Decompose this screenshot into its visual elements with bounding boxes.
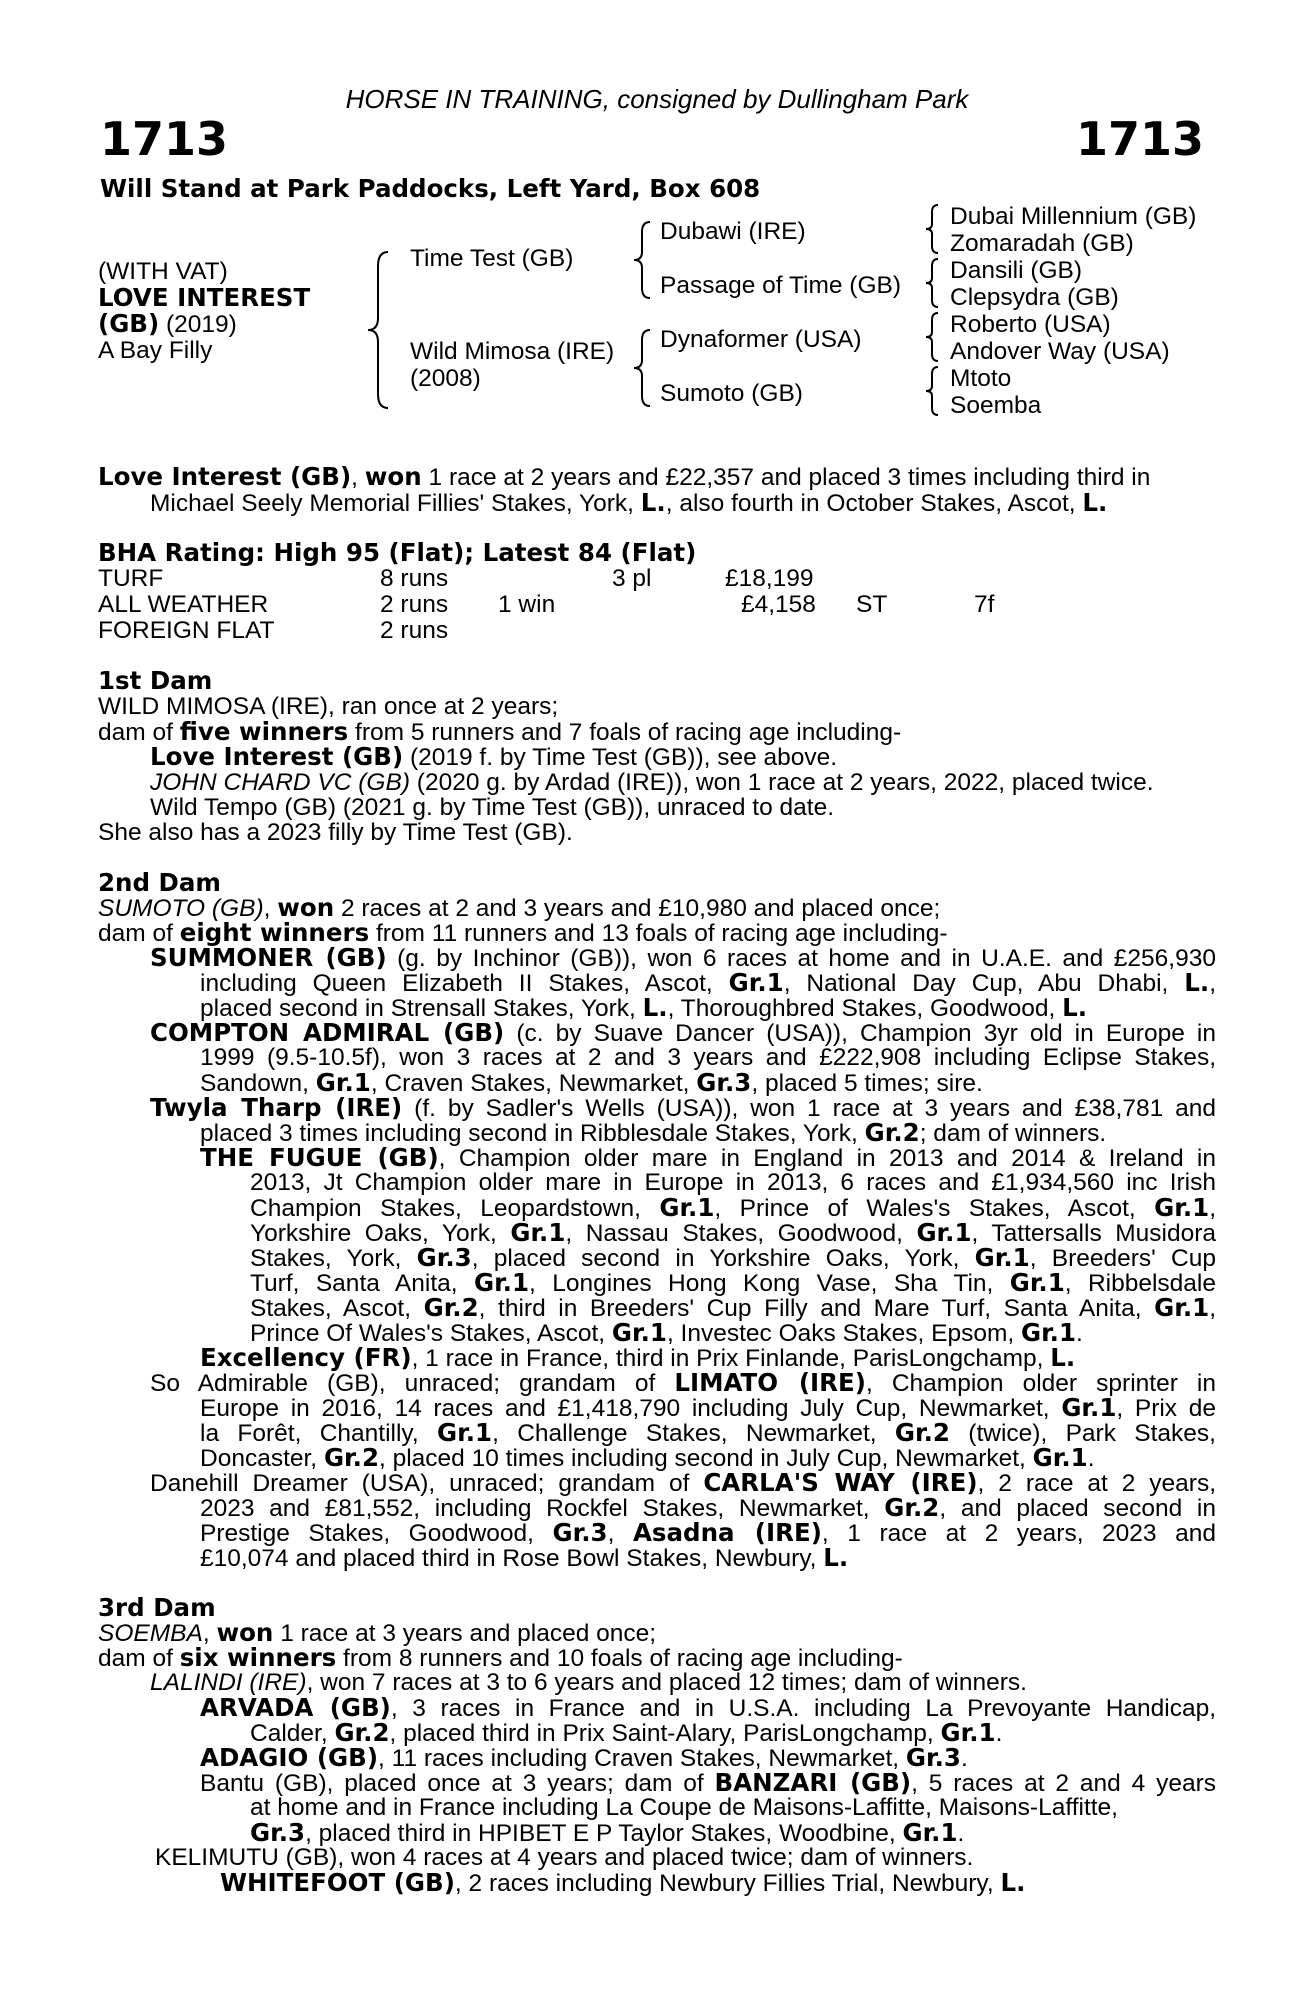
sale-header: HORSE IN TRAINING, consigned by Dullingham Park: [345, 84, 969, 114]
lot-number-right: 1713: [1075, 112, 1204, 166]
third-dam-heading: 3rd Dam: [98, 1593, 216, 1622]
row-distance: 7f: [974, 591, 995, 618]
bha-rating: BHA Rating: High 95 (Flat); Latest 84 (Flat): [98, 538, 697, 567]
second-dam-line: Europe in 2016, 14 races and £1,418,790 including July Cup, Newmarket, Gr.1, Prix de: [200, 1393, 1216, 1422]
first-dam-line: dam of five winners from 5 runners and 7 foals of racing age including-: [98, 717, 902, 746]
dam: Wild Mimosa (IRE): [410, 338, 615, 365]
third-dam-line: Bantu (GB), placed once at 3 years; dam of BANZARI (GB), 5 races at 2 and 4 years: [200, 1768, 1216, 1797]
second-dam-line: including Queen Elizabeth II Stakes, Ascot, Gr.1, National Day Cup, Abu Dhabi, L.,: [200, 968, 1217, 997]
third-dam-line: SOEMBA, won 1 race at 3 years and placed once;: [98, 1618, 657, 1647]
third-dam-line: Calder, Gr.2, placed third in Prix Saint-Alary, ParisLongchamp, Gr.1.: [250, 1718, 1003, 1747]
sire-sire: Dubawi (IRE): [660, 218, 806, 245]
pedigree-brace-2b: [630, 326, 654, 410]
second-dam-line: SUMOTO (GB), won 2 races at 2 and 3 years and £10,980 and placed once;: [98, 893, 941, 922]
third-dam-line: KELIMUTU (GB), won 4 races at 4 years and placed twice; dam of winners.: [155, 1844, 974, 1871]
grand-7: Mtoto: [950, 365, 1012, 392]
horse-name: LOVE INTEREST: [98, 283, 311, 312]
second-dam-line: Doncaster, Gr.2, placed 10 times including second in July Cup, Newmarket, Gr.1.: [200, 1443, 1095, 1472]
row-label: FOREIGN FLAT: [98, 617, 275, 644]
second-dam-line: placed second in Strensall Stakes, York, L., Thoroughbred Stakes, Goodwood, L.: [200, 993, 1088, 1022]
pedigree-brace-3a: [922, 202, 942, 256]
third-dam-line: dam of six winners from 8 runners and 10 foals of racing age including-: [98, 1643, 903, 1672]
first-dam-heading: 1st Dam: [98, 666, 213, 695]
second-dam-line: 1999 (9.5-10.5f), won 3 races at 2 and 3 years and £222,908 including Eclipse Stakes,: [200, 1044, 1216, 1071]
row-surface: ST: [856, 591, 888, 618]
second-dam-line: dam of eight winners from 11 runners and 13 foals of racing age including-: [98, 918, 948, 947]
summary-line-2: Michael Seely Memorial Fillies' Stakes, York, L., also fourth in October Stakes, Ascot, L.: [150, 488, 1108, 517]
grand-3: Dansili (GB): [950, 257, 1083, 284]
second-dam-line: Excellency (FR), 1 race in France, third in Prix Finlande, ParisLongchamp, L.: [200, 1343, 1076, 1372]
third-dam-line: WHITEFOOT (GB), 2 races including Newbury Fillies Trial, Newbury, L.: [220, 1868, 1026, 1897]
second-dam-line: Stakes, York, Gr.3, placed second in Yorkshire Oaks, York, Gr.1, Breeders' Cup: [250, 1243, 1216, 1272]
second-dam-line: So Admirable (GB), unraced; grandam of LIMATO (IRE), Champion older sprinter in: [150, 1368, 1217, 1397]
grand-6: Andover Way (USA): [950, 338, 1170, 365]
pedigree-brace-3b: [922, 256, 942, 310]
dam-dam: Sumoto (GB): [660, 380, 803, 407]
row-wins: 1 win: [498, 591, 556, 618]
pedigree-brace-1: [364, 248, 394, 412]
row-runs: 2 runs: [380, 617, 449, 644]
stand-location: Will Stand at Park Paddocks, Left Yard, Box 608: [100, 174, 761, 203]
summary-line-1: Love Interest (GB), won 1 race at 2 years and £22,357 and placed 3 times including third in: [98, 462, 1151, 491]
second-dam-line: Champion Stakes, Leopardstown, Gr.1, Prince of Wales's Stakes, Ascot, Gr.1,: [250, 1193, 1216, 1222]
second-dam-line: Stakes, Ascot, Gr.2, third in Breeders' Cup Filly and Mare Turf, Santa Anita, Gr.1,: [250, 1293, 1216, 1322]
second-dam-line: Danehill Dreamer (USA), unraced; grandam of CARLA'S WAY (IRE), 2 race at 2 years,: [150, 1468, 1217, 1497]
first-dam-line: WILD MIMOSA (IRE), ran once at 2 years;: [98, 693, 559, 720]
pedigree-brace-3d: [922, 364, 942, 418]
grand-1: Dubai Millennium (GB): [950, 203, 1197, 230]
sire: Time Test (GB): [410, 245, 574, 272]
first-dam-line: Wild Tempo (GB) (2021 g. by Time Test (GB)), unraced to date.: [150, 794, 835, 821]
first-dam-line: Love Interest (GB) (2019 f. by Time Test (GB)), see above.: [150, 742, 838, 771]
pedigree-brace-3c: [922, 310, 942, 364]
second-dam-line: COMPTON ADMIRAL (GB) (c. by Suave Dancer (USA)), Champion 3yr old in Europe in: [150, 1018, 1216, 1047]
third-dam-line: ARVADA (GB), 3 races in France and in U.S.A. including La Prevoyante Handicap,: [200, 1693, 1217, 1722]
grand-5: Roberto (USA): [950, 311, 1111, 338]
row-prize: £4,158: [741, 591, 816, 618]
grand-2: Zomaradah (GB): [950, 230, 1134, 257]
second-dam-line: Sandown, Gr.1, Craven Stakes, Newmarket, Gr.3, placed 5 times; sire.: [200, 1068, 983, 1097]
second-dam-line: £10,074 and placed third in Rose Bowl Stakes, Newbury, L.: [200, 1543, 849, 1572]
second-dam-line: SUMMONER (GB) (g. by Inchinor (GB)), won 6 races at home and in U.A.E. and £256,930: [150, 943, 1216, 972]
row-placed: 3 pl: [612, 565, 652, 592]
row-runs: 8 runs: [380, 565, 449, 592]
vat-note: (WITH VAT): [98, 258, 228, 285]
second-dam-line: la Forêt, Chantilly, Gr.1, Challenge Stakes, Newmarket, Gr.2 (twice), Park Stakes,: [200, 1418, 1216, 1447]
third-dam-line: ADAGIO (GB), 11 races including Craven Stakes, Newmarket, Gr.3.: [200, 1743, 968, 1772]
third-dam-line: LALINDI (IRE), won 7 races at 3 to 6 years and placed 12 times; dam of winners.: [150, 1669, 1027, 1696]
row-prize: £18,199: [725, 565, 814, 592]
first-dam-line: She also has a 2023 filly by Time Test (GB).: [98, 819, 573, 846]
second-dam-line: 2013, Jt Champion older mare in Europe in 2013, 6 races and £1,934,560 inc Irish: [250, 1169, 1216, 1196]
second-dam-heading: 2nd Dam: [98, 868, 221, 897]
second-dam-line: THE FUGUE (GB), Champion older mare in England in 2013 and 2014 & Ireland in: [200, 1143, 1217, 1172]
second-dam-line: Turf, Santa Anita, Gr.1, Longines Hong Kong Vase, Sha Tin, Gr.1, Ribbelsdale: [250, 1268, 1217, 1297]
second-dam-line: 2023 and £81,552, including Rockfel Stakes, Newmarket, Gr.2, and placed second in: [200, 1493, 1216, 1522]
second-dam-line: Yorkshire Oaks, York, Gr.1, Nassau Stakes, Goodwood, Gr.1, Tattersalls Musidora: [250, 1218, 1216, 1247]
row-label: TURF: [98, 565, 164, 592]
row-label: ALL WEATHER: [98, 591, 269, 618]
grand-4: Clepsydra (GB): [950, 284, 1119, 311]
second-dam-line: placed 3 times including second in Ribblesdale Stakes, York, Gr.2; dam of winners.: [200, 1118, 1107, 1147]
first-dam-line: JOHN CHARD VC (GB) (2020 g. by Ardad (IRE)), won 1 race at 2 years, 2022, placed twice.: [150, 769, 1154, 796]
second-dam-line: Twyla Tharp (IRE) (f. by Sadler's Wells (USA)), won 1 race at 3 years and £38,781 and: [150, 1093, 1216, 1122]
horse-description: A Bay Filly: [98, 337, 213, 364]
second-dam-line: Prince Of Wales's Stakes, Ascot, Gr.1, Investec Oaks Stakes, Epsom, Gr.1.: [250, 1318, 1083, 1347]
dam-year: (2008): [410, 365, 481, 392]
pedigree-brace-2a: [630, 218, 654, 302]
grand-8: Soemba: [950, 392, 1042, 419]
dam-sire: Dynaformer (USA): [660, 326, 862, 353]
sire-dam: Passage of Time (GB): [660, 272, 902, 299]
second-dam-line: Prestige Stakes, Goodwood, Gr.3, Asadna (IRE), 1 race at 2 years, 2023 and: [200, 1518, 1216, 1547]
row-runs: 2 runs: [380, 591, 449, 618]
lot-number-left: 1713: [100, 112, 229, 166]
third-dam-line: at home and in France including La Coupe de Maisons-Laffitte, Maisons-Laffitte,: [250, 1794, 1118, 1821]
horse-origin-year: (GB) (2019): [98, 309, 237, 338]
third-dam-line: Gr.3, placed third in HPIBET E P Taylor Stakes, Woodbine, Gr.1.: [250, 1818, 965, 1847]
